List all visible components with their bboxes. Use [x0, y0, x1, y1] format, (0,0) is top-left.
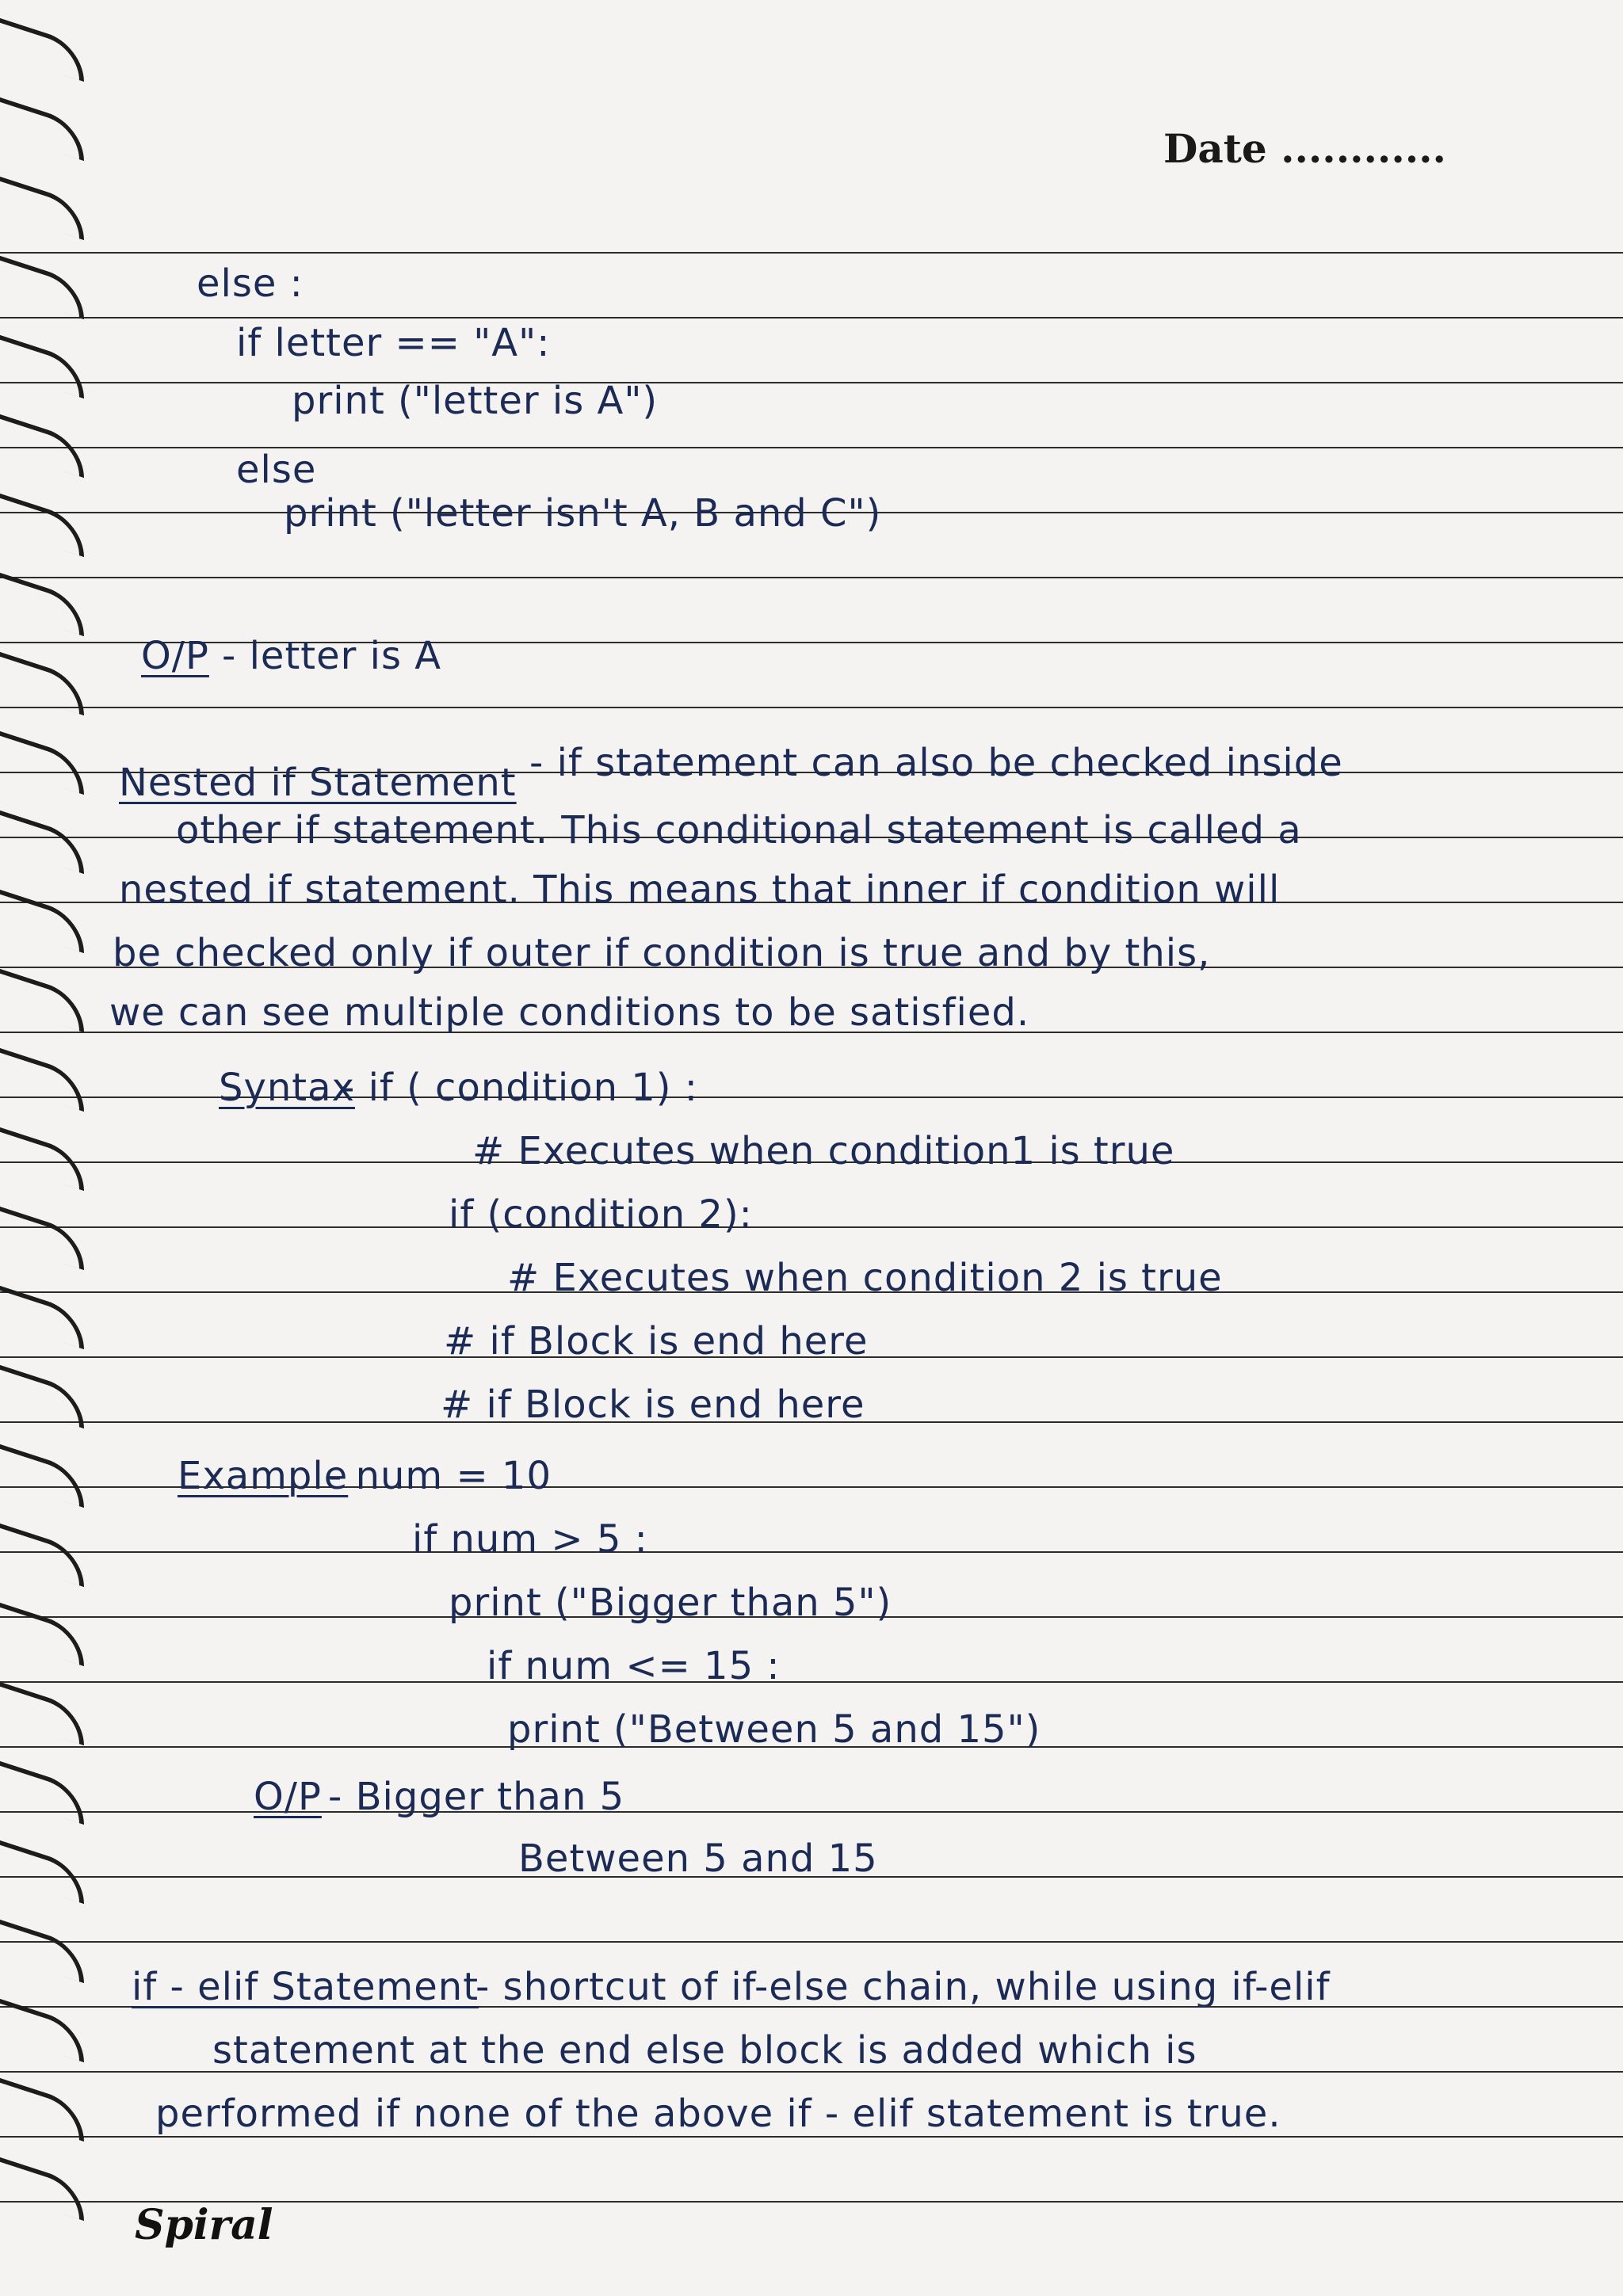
code-line: # Executes when condition1 is true [472, 1129, 1175, 1173]
spiral-binding [0, 0, 87, 2296]
section-heading: if - elif Statement [132, 1965, 479, 2009]
date-label: Date ............ [1163, 125, 1446, 172]
paragraph-line: - if statement can also be checked inside [529, 741, 1343, 785]
code-line: if num > 5 : [412, 1517, 648, 1562]
code-line: - num = 10 [328, 1454, 552, 1498]
example-label: Example [178, 1454, 349, 1498]
paragraph-line: statement at the end else block is added which is [212, 2028, 1197, 2073]
code-line: else [236, 448, 317, 492]
section-heading: Nested if Statement [119, 761, 517, 805]
code-line: print ("Between 5 and 15") [507, 1707, 1041, 1752]
code-line: if num <= 15 : [487, 1644, 781, 1688]
output-value: - Bigger than 5 [328, 1775, 625, 1819]
paragraph-line: be checked only if outer if condition is true and by this, [113, 931, 1211, 975]
output-label: O/P [254, 1775, 322, 1819]
output-value: Between 5 and 15 [518, 1836, 878, 1881]
syntax-label: Syntax [219, 1066, 355, 1110]
code-line: print ("letter isn't A, B and C") [284, 491, 882, 536]
paragraph-line: other if statement. This conditional statement is called a [176, 808, 1302, 852]
code-line: # if Block is end here [441, 1383, 865, 1427]
output-label: O/P [141, 634, 209, 678]
code-line: if letter == "A": [236, 321, 551, 365]
code-line: print ("Bigger than 5") [449, 1581, 892, 1625]
output-value: - letter is A [222, 634, 442, 678]
brand-logo: Spiral [135, 2201, 273, 2249]
code-line: # Executes when condition 2 is true [507, 1256, 1223, 1300]
paragraph-line: nested if statement. This means that inner if condition will [119, 868, 1281, 912]
paragraph-line: performed if none of the above if - elif statement is true. [155, 2092, 1281, 2136]
paragraph-line: we can see multiple conditions to be satisfied. [109, 990, 1030, 1035]
code-line: if (condition 2): [449, 1192, 753, 1237]
code-line: else : [197, 261, 304, 306]
paragraph-line: - shortcut of if-else chain, while using if-elif [475, 1965, 1331, 2009]
code-line: - if ( condition 1) : [341, 1066, 698, 1110]
code-line: # if Block is end here [444, 1319, 869, 1363]
code-line: print ("letter is A") [292, 379, 659, 423]
